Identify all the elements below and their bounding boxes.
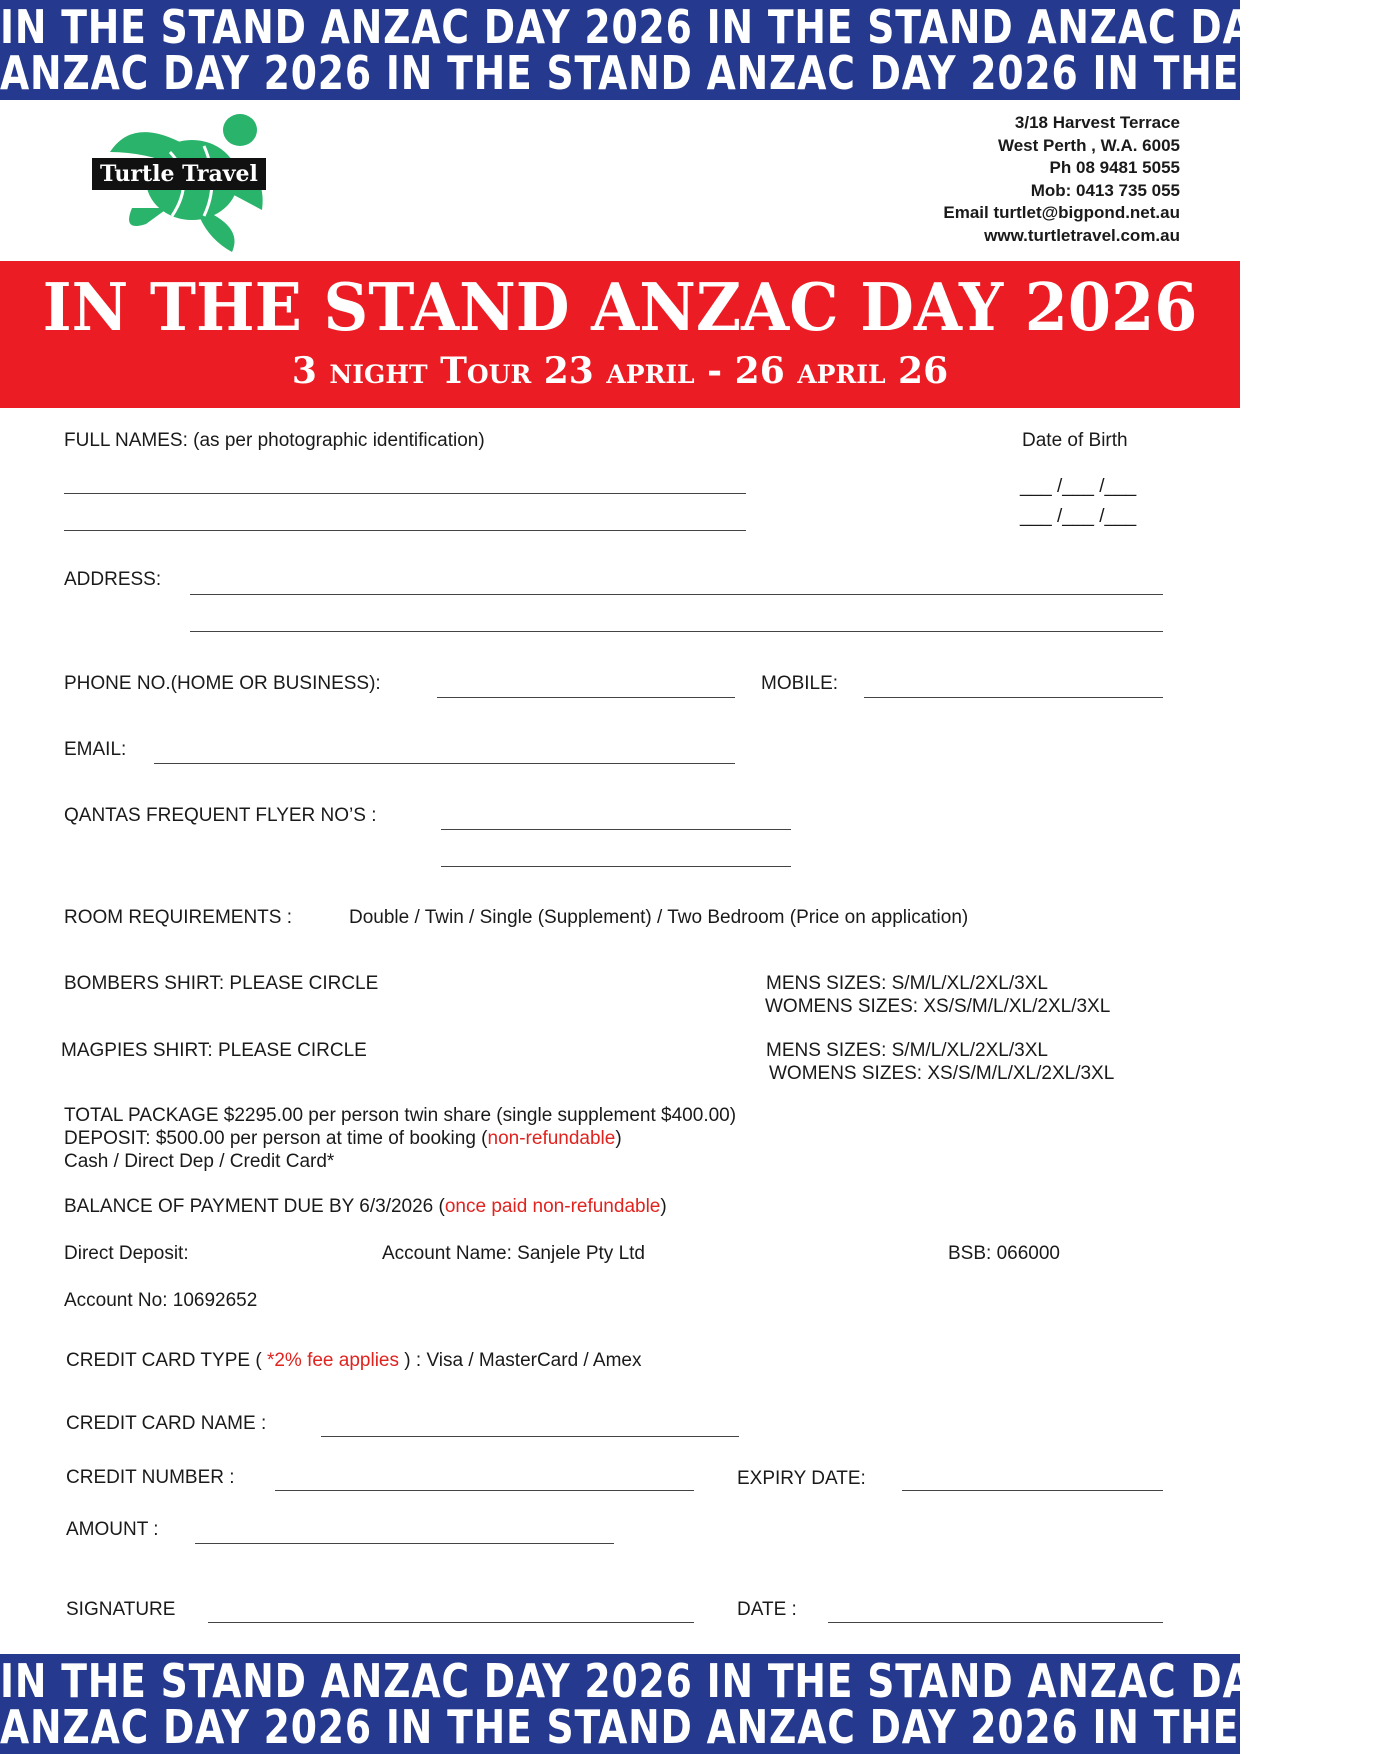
full-name-field-2[interactable] xyxy=(64,530,746,531)
deposit-close: ) xyxy=(615,1128,622,1149)
dob-field-1[interactable]: ___ /___ /___ xyxy=(1020,476,1137,497)
contact-email: Email turtlet@bigpond.net.au xyxy=(943,203,1180,223)
contact-mobile: Mob: 0413 735 055 xyxy=(1030,180,1180,200)
balance-close: ) xyxy=(660,1196,667,1217)
total-package: TOTAL PACKAGE $2295.00 per person twin share (single supplement $400.00) xyxy=(64,1105,737,1126)
bombers-womens-sizes[interactable]: WOMENS SIZES: XS/S/M/L/XL/2XL/3XL xyxy=(765,996,1111,1017)
contact-website: www.turtletravel.com.au xyxy=(984,225,1180,245)
bombers-mens-sizes[interactable]: MENS SIZES: S/M/L/XL/2XL/3XL xyxy=(766,973,1048,994)
subtitle-text: 3 night Tour 23 april - 26 april 26 xyxy=(291,350,949,392)
cc-type-options[interactable]: ) : Visa / MasterCard / Amex xyxy=(399,1350,642,1371)
expiry-label: EXPIRY DATE: xyxy=(737,1468,866,1489)
title-banner xyxy=(0,261,1240,408)
amount-field[interactable] xyxy=(195,1543,614,1544)
logo-text: Turtle Travel xyxy=(92,158,266,190)
turtle-travel-logo xyxy=(92,112,312,257)
phone-field[interactable] xyxy=(437,697,735,698)
address-label: ADDRESS: xyxy=(64,569,162,590)
cc-type-text: CREDIT CARD TYPE ( xyxy=(66,1350,267,1371)
balance-non-refundable: once paid non-refundable xyxy=(444,1196,661,1217)
qantas-label: QANTAS FREQUENT FLYER NO’S : xyxy=(64,805,377,826)
cc-fee-note: *2% fee applies xyxy=(266,1350,399,1371)
page-title: IN THE STAND ANZAC DAY 2026 xyxy=(42,269,1198,346)
dob-field-2[interactable]: ___ /___ /___ xyxy=(1020,506,1137,527)
deposit-info xyxy=(64,1127,622,1151)
bottom-banner-line-1: IN THE STAND ANZAC DAY 2026 IN THE STAND ANZAC DAY 2026 xyxy=(0,1654,1399,1708)
cc-number-field[interactable] xyxy=(275,1490,694,1491)
magpies-shirt-label: MAGPIES SHIRT: PLEASE CIRCLE xyxy=(61,1040,367,1061)
qantas-field-2[interactable] xyxy=(441,866,791,867)
contact-details xyxy=(943,112,1180,248)
contact-address-2: West Perth , W.A. 6005 xyxy=(997,135,1180,155)
direct-deposit-label: Direct Deposit: xyxy=(64,1243,189,1264)
full-name-field-1[interactable] xyxy=(64,493,746,494)
address-field-2[interactable] xyxy=(190,631,1163,632)
signature-label: SIGNATURE xyxy=(66,1599,176,1620)
deposit-non-refundable: non-refundable xyxy=(487,1128,616,1149)
full-names-label: FULL NAMES: (as per photographic identification) xyxy=(64,430,485,451)
cc-name-field[interactable] xyxy=(321,1436,739,1437)
cc-name-label: CREDIT CARD NAME : xyxy=(66,1413,267,1434)
address-field-1[interactable] xyxy=(190,594,1163,595)
balance-text: BALANCE OF PAYMENT DUE BY 6/3/2026 ( xyxy=(64,1196,445,1217)
room-label: ROOM REQUIREMENTS : xyxy=(64,907,293,928)
email-field[interactable] xyxy=(154,763,735,764)
banner-line-1: IN THE STAND ANZAC DAY 2026 IN THE STAND ANZAC DAY 2026 xyxy=(0,0,1399,54)
magpies-mens-sizes[interactable]: MENS SIZES: S/M/L/XL/2XL/3XL xyxy=(766,1040,1048,1061)
page-subtitle xyxy=(0,347,1240,395)
bombers-shirt-label: BOMBERS SHIRT: PLEASE CIRCLE xyxy=(64,973,379,994)
cc-number-label: CREDIT NUMBER : xyxy=(66,1467,235,1488)
date-field[interactable] xyxy=(828,1622,1163,1623)
date-label: DATE : xyxy=(737,1599,797,1620)
email-label: EMAIL: xyxy=(64,739,127,760)
top-banner xyxy=(0,0,1399,100)
credit-card-type xyxy=(66,1349,642,1373)
amount-label: AMOUNT : xyxy=(66,1519,159,1540)
contact-phone: Ph 08 9481 5055 xyxy=(1049,158,1180,178)
mobile-label: MOBILE: xyxy=(761,673,839,694)
payment-methods: Cash / Direct Dep / Credit Card* xyxy=(64,1151,335,1172)
deposit-text: DEPOSIT: $500.00 per person at time of booking ( xyxy=(64,1128,488,1149)
bsb-number: BSB: 066000 xyxy=(948,1243,1060,1264)
qantas-field-1[interactable] xyxy=(441,829,791,830)
magpies-womens-sizes[interactable]: WOMENS SIZES: XS/S/M/L/XL/2XL/3XL xyxy=(769,1063,1115,1084)
expiry-field[interactable] xyxy=(902,1490,1163,1491)
contact-address-1: 3/18 Harvest Terrace xyxy=(1014,113,1180,132)
bottom-banner xyxy=(0,1654,1399,1754)
banner-line-2: ANZAC DAY 2026 IN THE STAND ANZAC DAY 2026 IN THE STAND xyxy=(0,46,1399,100)
mobile-field[interactable] xyxy=(864,697,1163,698)
account-number: Account No: 10692652 xyxy=(64,1290,258,1311)
balance-due xyxy=(64,1195,667,1219)
room-options[interactable]: Double / Twin / Single (Supplement) / Two Bedroom (Price on application) xyxy=(349,907,969,928)
bottom-banner-line-2: ANZAC DAY 2026 IN THE STAND ANZAC DAY 2026 IN THE STAND xyxy=(0,1700,1399,1754)
phone-label: PHONE NO.(HOME OR BUSINESS): xyxy=(64,673,381,694)
signature-field[interactable] xyxy=(208,1622,694,1623)
account-name: Account Name: Sanjele Pty Ltd xyxy=(382,1243,645,1264)
dob-label: Date of Birth xyxy=(1022,430,1128,451)
